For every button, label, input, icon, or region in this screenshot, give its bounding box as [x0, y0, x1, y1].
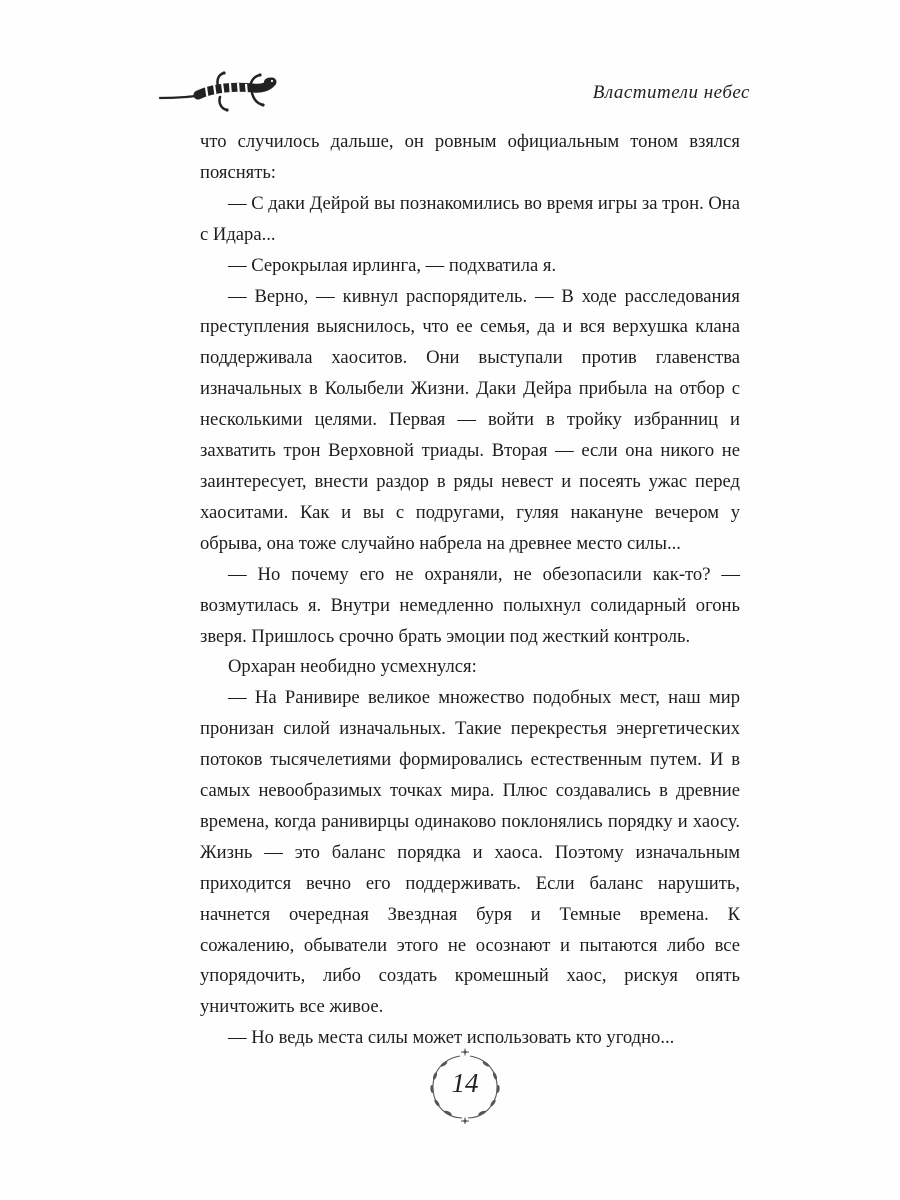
paragraph: — Но ведь места силы может использовать кто угодно... [228, 1027, 675, 1049]
running-header [150, 70, 750, 120]
paragraph: Орхаран необидно усмехнулся: [228, 656, 477, 678]
paragraph: — Но почему его не охраняли, не обезопасили как-то? — возмутилась я. Внутри немедленно полыхнул солидарный огонь зверя. Пришлось срочно брать эмоции под жесткий контроль. [200, 563, 740, 647]
paragraph: — С даки Дейрой вы познакомились во время игры за трон. Она с Идара... [200, 192, 740, 245]
running-title: Властители небес [592, 82, 750, 103]
paragraph: — На Ранивире великое множество подобных мест, наш мир пронизан силой изначальных. Такие перекрестья энергетических потоков тысячелетиями формировались естественным путем. И в самых невообразимых точках мира. Плюс создавались в древние времена, когда ранивирцы одинаково поклонялись порядку и хаосу. Жизнь — это баланс порядка и хаоса. Поэтому изначальным приходится вечно его поддерживать. Если баланс нарушить, начнется очередная Звездная буря и Темные времена. К сожалению, обыватели этого не осознают и пытаются либо все упорядочить, либо создать кромешный хаос, рискуя опять уничтожить все живое. [200, 687, 740, 1018]
page-number: 14 [451, 1068, 479, 1098]
lizard-icon [158, 70, 278, 114]
body-text [200, 127, 740, 1054]
page-number-block [420, 1048, 510, 1124]
paragraph: — Верно, — кивнул распорядитель. — В ходе расследования преступления выяснилось, что ее семья, да и вся верхушка клана поддерживала хаоситов. Они выступали против главенства изначальных в Колыбели Жизни. Даки Дейра прибыла на отбор с несколькими целями. Первая — войти в тройку избранниц и захватить трон Верховной триады. Вторая — если она никого не заинтересует, внести раздор в ряды невест и посеять ужас перед хаоситами. Как и вы с подругами, гуляя накануне вечером у обрыва, она тоже случайно набрела на древнее место силы... [200, 285, 740, 554]
paragraph: что случилось дальше, он ровным официальным тоном взялся пояснять: [200, 131, 740, 183]
paragraph: — Серокрылая ирлинга, — подхватила я. [228, 254, 557, 276]
